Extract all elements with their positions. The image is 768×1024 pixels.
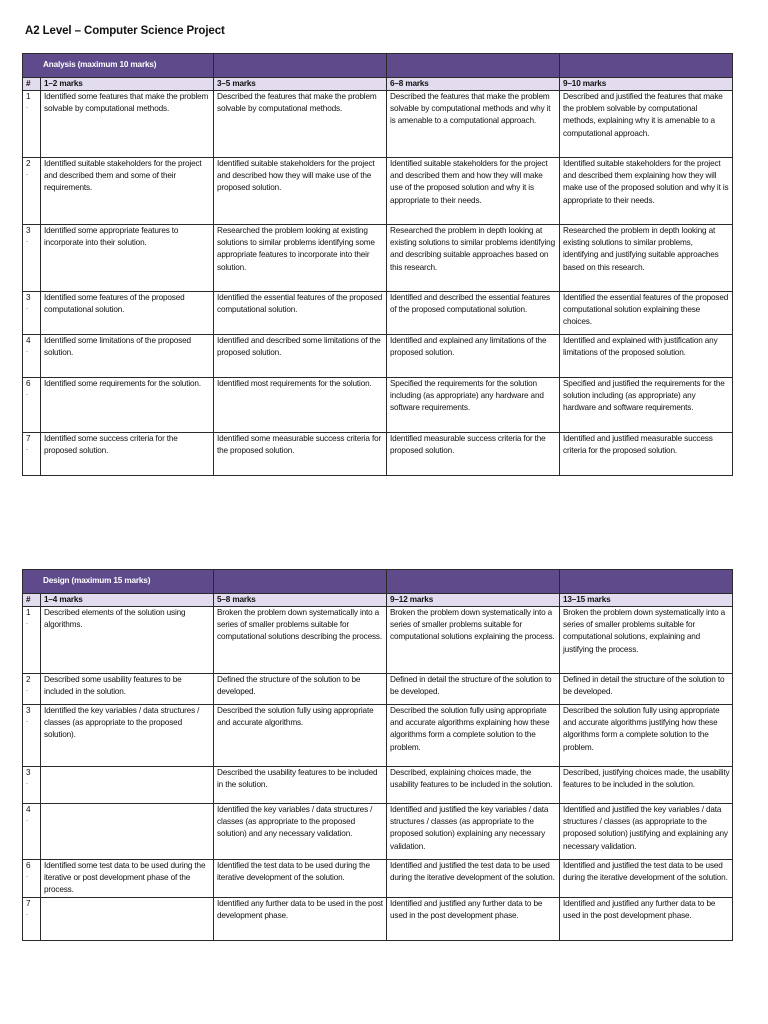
column-header-band: 1–4 marks xyxy=(41,594,214,607)
column-header-band: 6–8 marks xyxy=(387,78,560,91)
row-number: 3 xyxy=(26,706,31,715)
column-header-band: 9–12 marks xyxy=(387,594,560,607)
analysis-section-title: Analysis (maximum 10 marks) xyxy=(23,54,214,78)
criteria-cell: Identified some features that make the problem solvable by computational methods. xyxy=(41,91,214,158)
row-number-cell: 1 . xyxy=(23,91,41,158)
row-number-cell: 1 . xyxy=(23,607,41,674)
design-band-header-row xyxy=(23,594,733,607)
criteria-cell: Identified and explained any limitations of the proposed solution. xyxy=(387,335,560,378)
analysis-rows xyxy=(23,78,733,476)
row-number-cell: 3 . xyxy=(23,767,41,804)
table-row xyxy=(23,225,733,292)
row-number: 7 xyxy=(26,434,31,443)
design-rubric-table xyxy=(22,569,733,941)
criteria-cell: Identified the test data to be used during the iterative development of the solution. xyxy=(214,860,387,898)
criteria-cell: Described the solution fully using appropriate and accurate algorithms explaining how these algorithms form a complete solution to the problem. xyxy=(387,705,560,767)
criteria-cell: Specified the requirements for the solution including (as appropriate) any hardware and software requirements. xyxy=(387,378,560,433)
row-number-cell: 2 . xyxy=(23,674,41,705)
column-header-band: 13–15 marks xyxy=(560,594,733,607)
design-rows xyxy=(23,594,733,941)
criteria-cell: Defined in detail the structure of the solution to be developed. xyxy=(387,674,560,705)
table-row xyxy=(23,91,733,158)
row-number-cell: 2 . xyxy=(23,158,41,225)
row-number: 7 xyxy=(26,898,31,908)
row-number: 4 xyxy=(26,336,31,345)
row-number: 3 xyxy=(26,768,31,777)
criteria-cell: Described the solution fully using appropriate and accurate algorithms justifying how these algorithms form a complete solution to the problem. xyxy=(560,705,733,767)
table-row xyxy=(23,705,733,767)
row-number: 6 xyxy=(26,379,31,388)
criteria-cell: Described elements of the solution using algorithms. xyxy=(41,607,214,674)
row-number-cell: 7 . xyxy=(23,897,41,940)
criteria-cell: Described the features that make the problem solvable by computational methods and why it is amenable to a computational approach. xyxy=(387,91,560,158)
criteria-cell: Identified some appropriate features to incorporate into their solution. xyxy=(41,225,214,292)
design-section-title: Design (maximum 15 marks) xyxy=(23,570,214,594)
criteria-cell: Identified the key variables / data structures / classes (as appropriate to the proposed solution). xyxy=(41,705,214,767)
criteria-cell: Researched the problem looking at existing solutions to similar problems identifying some appropriate features to incorporate into their solution. xyxy=(214,225,387,292)
column-header-band: 9–10 marks xyxy=(560,78,733,91)
row-number-cell: 3 . xyxy=(23,705,41,767)
criteria-cell: Identified the essential features of the proposed computational solution. xyxy=(214,292,387,335)
criteria-cell: Identified suitable stakeholders for the project and described them explaining how they will make use of the proposed solution and why it is appropriate to their needs. xyxy=(560,158,733,225)
criteria-cell: Defined the structure of the solution to be developed. xyxy=(214,674,387,705)
criteria-cell: Identified any further data to be used in the post development phase. xyxy=(214,897,387,940)
row-number: 1 xyxy=(26,608,31,617)
criteria-cell: Identified and justified the test data to be used during the iterative development of the solution. xyxy=(387,860,560,898)
criteria-cell: Identified suitable stakeholders for the project and described them and some of their requirements. xyxy=(41,158,214,225)
design-section-header xyxy=(23,570,733,594)
criteria-cell: Identified suitable stakeholders for the project and described how they will make use of the proposed solution. xyxy=(214,158,387,225)
table-row xyxy=(23,378,733,433)
criteria-cell: Identified and described the essential features of the proposed computational solution. xyxy=(387,292,560,335)
criteria-cell: Identified and described some limitations of the proposed solution. xyxy=(214,335,387,378)
criteria-cell: Identified some requirements for the solution. xyxy=(41,378,214,433)
column-header-number: # xyxy=(23,594,41,607)
criteria-cell: Identified some success criteria for the proposed solution. xyxy=(41,433,214,476)
table-row xyxy=(23,292,733,335)
criteria-cell: Identified some limitations of the proposed solution. xyxy=(41,335,214,378)
criteria-cell: Described some usability features to be included in the solution. xyxy=(41,674,214,705)
row-number-cell: 6 . xyxy=(23,378,41,433)
table-row xyxy=(23,897,733,940)
criteria-cell: Identified and justified the key variables / data structures / classes (as appropriate to the proposed solution) explaining any necessary validation. xyxy=(387,804,560,860)
column-header-band: 5–8 marks xyxy=(214,594,387,607)
row-number-cell: 6 . xyxy=(23,860,41,898)
criteria-cell: Identified and justified any further data to be used in the post development phase. xyxy=(387,897,560,940)
criteria-cell: Identified the key variables / data structures / classes (as appropriate to the proposed solution) and any necessary validation. xyxy=(214,804,387,860)
criteria-cell: Identified most requirements for the solution. xyxy=(214,378,387,433)
row-number: 2 xyxy=(26,159,31,168)
criteria-cell: Described the features that make the problem solvable by computational methods. xyxy=(214,91,387,158)
criteria-cell: Identified some measurable success criteria for the proposed solution. xyxy=(214,433,387,476)
row-number: 4 xyxy=(26,805,31,814)
criteria-cell: Identified measurable success criteria for the proposed solution. xyxy=(387,433,560,476)
table-row xyxy=(23,860,733,898)
criteria-cell: Described, explaining choices made, the usability features to be included in the solution. xyxy=(387,767,560,804)
table-row xyxy=(23,767,733,804)
criteria-cell: Identified the essential features of the proposed computational solution explaining these choices. xyxy=(560,292,733,335)
criteria-cell: Described the usability features to be included in the solution. xyxy=(214,767,387,804)
row-number: 3 xyxy=(26,226,31,235)
analysis-band-header-row xyxy=(23,78,733,91)
criteria-cell: Identified suitable stakeholders for the project and described them and how they will make use of the proposed solution and why it is appropriate to their needs. xyxy=(387,158,560,225)
table-row xyxy=(23,674,733,705)
table-row xyxy=(23,433,733,476)
row-number: 1 xyxy=(26,92,31,101)
row-number-cell: 3 . xyxy=(23,292,41,335)
criteria-cell: Identified and justified the key variables / data structures / classes (as appropriate to the proposed solution) justifying and explaining any necessary validation. xyxy=(560,804,733,860)
column-header-band: 3–5 marks xyxy=(214,78,387,91)
row-number-cell: 3 . xyxy=(23,225,41,292)
analysis-section-header xyxy=(23,54,733,78)
criteria-cell: Researched the problem in depth looking at existing solutions to similar problems identifying and describing suitable approaches based on this research. xyxy=(387,225,560,292)
row-number: 6 xyxy=(26,861,31,870)
criteria-cell: Identified some test data to be used during the iterative or post development phase of the process. xyxy=(41,860,214,898)
criteria-cell: Described and justified the features that make the problem solvable by computational methods, explaining why it is amenable to a computational approach. xyxy=(560,91,733,158)
table-row xyxy=(23,804,733,860)
row-number-cell: 7 . xyxy=(23,433,41,476)
criteria-cell: Broken the problem down systematically into a series of smaller problems suitable for computational solutions describing the process. xyxy=(214,607,387,674)
criteria-cell: Described the solution fully using appropriate and accurate algorithms. xyxy=(214,705,387,767)
table-row xyxy=(23,158,733,225)
row-number-cell: 4 . xyxy=(23,804,41,860)
criteria-cell: Identified and justified the test data to be used during the iterative development of the solution. xyxy=(560,860,733,898)
page-title: A2 Level – Computer Science Project xyxy=(25,25,225,37)
criteria-cell xyxy=(41,767,214,804)
criteria-cell: Identified and justified measurable success criteria for the proposed solution. xyxy=(560,433,733,476)
column-header-band: 1–2 marks xyxy=(41,78,214,91)
row-number: 3 xyxy=(26,293,31,302)
criteria-cell xyxy=(41,804,214,860)
criteria-cell: Broken the problem down systematically into a series of smaller problems suitable for computational solutions, explaining and justifying the process. xyxy=(560,607,733,674)
table-row xyxy=(23,607,733,674)
criteria-cell: Identified some features of the proposed computational solution. xyxy=(41,292,214,335)
table-row xyxy=(23,335,733,378)
column-header-number: # xyxy=(23,78,41,91)
criteria-cell: Defined in detail the structure of the solution to be developed. xyxy=(560,674,733,705)
analysis-rubric-table xyxy=(22,53,733,476)
criteria-cell xyxy=(41,897,214,940)
row-number-cell: 4 . xyxy=(23,335,41,378)
row-number: 2 xyxy=(26,675,31,684)
criteria-cell: Specified and justified the requirements for the solution including (as appropriate) any hardware and software requirements. xyxy=(560,378,733,433)
criteria-cell: Identified and justified any further data to be used in the post development phase. xyxy=(560,897,733,940)
criteria-cell: Identified and explained with justification any limitations of the proposed solution. xyxy=(560,335,733,378)
criteria-cell: Broken the problem down systematically into a series of smaller problems suitable for computational solutions explaining the process. xyxy=(387,607,560,674)
criteria-cell: Researched the problem in depth looking at existing solutions to similar problems, identifying and justifying suitable approaches based on this research. xyxy=(560,225,733,292)
criteria-cell: Described, justifying choices made, the usability features to be included in the solution. xyxy=(560,767,733,804)
